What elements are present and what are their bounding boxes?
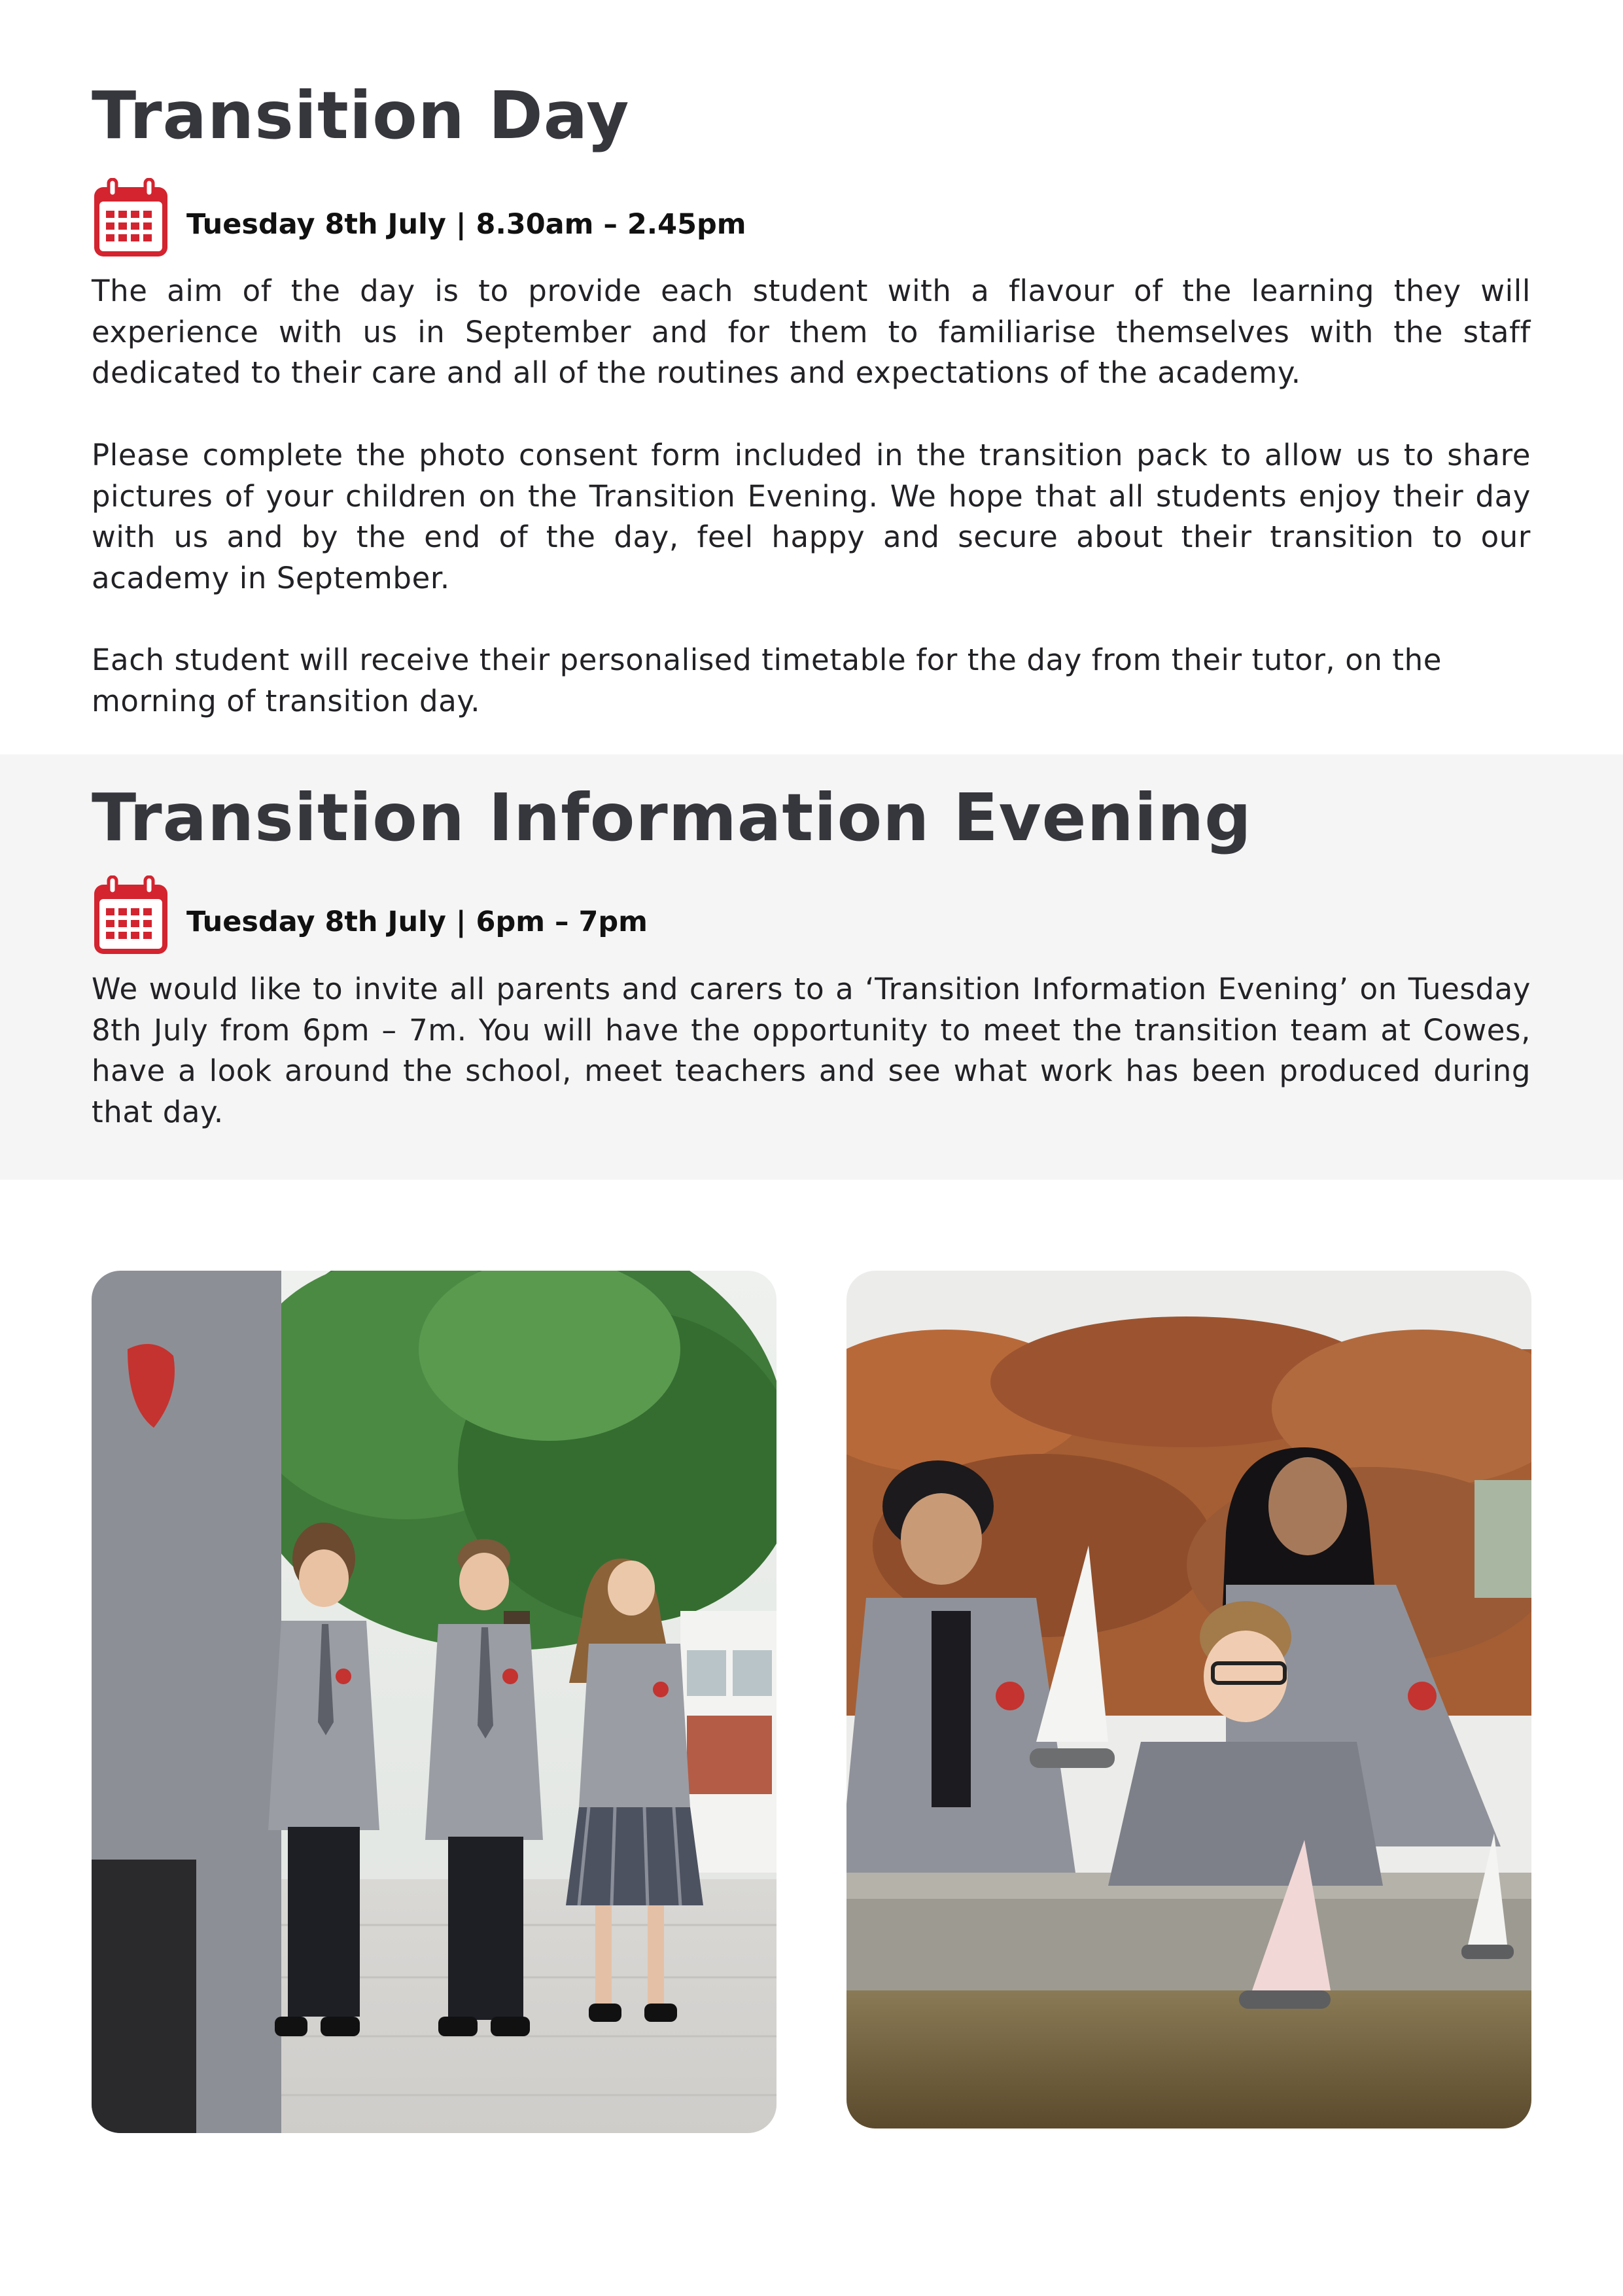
information-evening-heading: Transition Information Evening: [92, 779, 1252, 856]
transition-day-paragraph-2: Please complete the photo consent form included in the transition pack to allow us to share pictures of your children on the Transition Evening. We hope that all students enjoy their day with us and by the end of the day, feel happy and secure about their transition to our academy in September.: [92, 438, 1531, 595]
transition-day-section: [0, 0, 1623, 754]
transition-day-paragraph-3: Each student will receive their personalised timetable for the day from their tutor, on the morning of transition day.: [92, 643, 1442, 718]
calendar-icon: [92, 178, 170, 259]
transition-day-heading: Transition Day: [92, 77, 630, 154]
students-boats-photo: [846, 1271, 1531, 2128]
calendar-icon: [92, 875, 170, 957]
information-evening-paragraph: We would like to invite all parents and carers to a ‘Transition Information Evening’ on Tuesday 8th July from 6pm – 7m. You will have the opportunity to meet the transition team at Cowes, have a look around the school, meet teachers and see what work has been produced during that day.: [92, 972, 1531, 1129]
transition-day-date: Tuesday 8th July | 8.30am – 2.45pm: [186, 208, 746, 241]
information-evening-section: [0, 754, 1623, 1180]
information-evening-date: Tuesday 8th July | 6pm – 7pm: [186, 906, 648, 938]
transition-day-paragraph-1: The aim of the day is to provide each student with a flavour of the learning they will experience with us in September and for them to familiarise themselves with the staff dedicated to their care and all of the routines and expectations of the academy.: [92, 274, 1531, 390]
students-walking-photo: [92, 1271, 777, 2133]
